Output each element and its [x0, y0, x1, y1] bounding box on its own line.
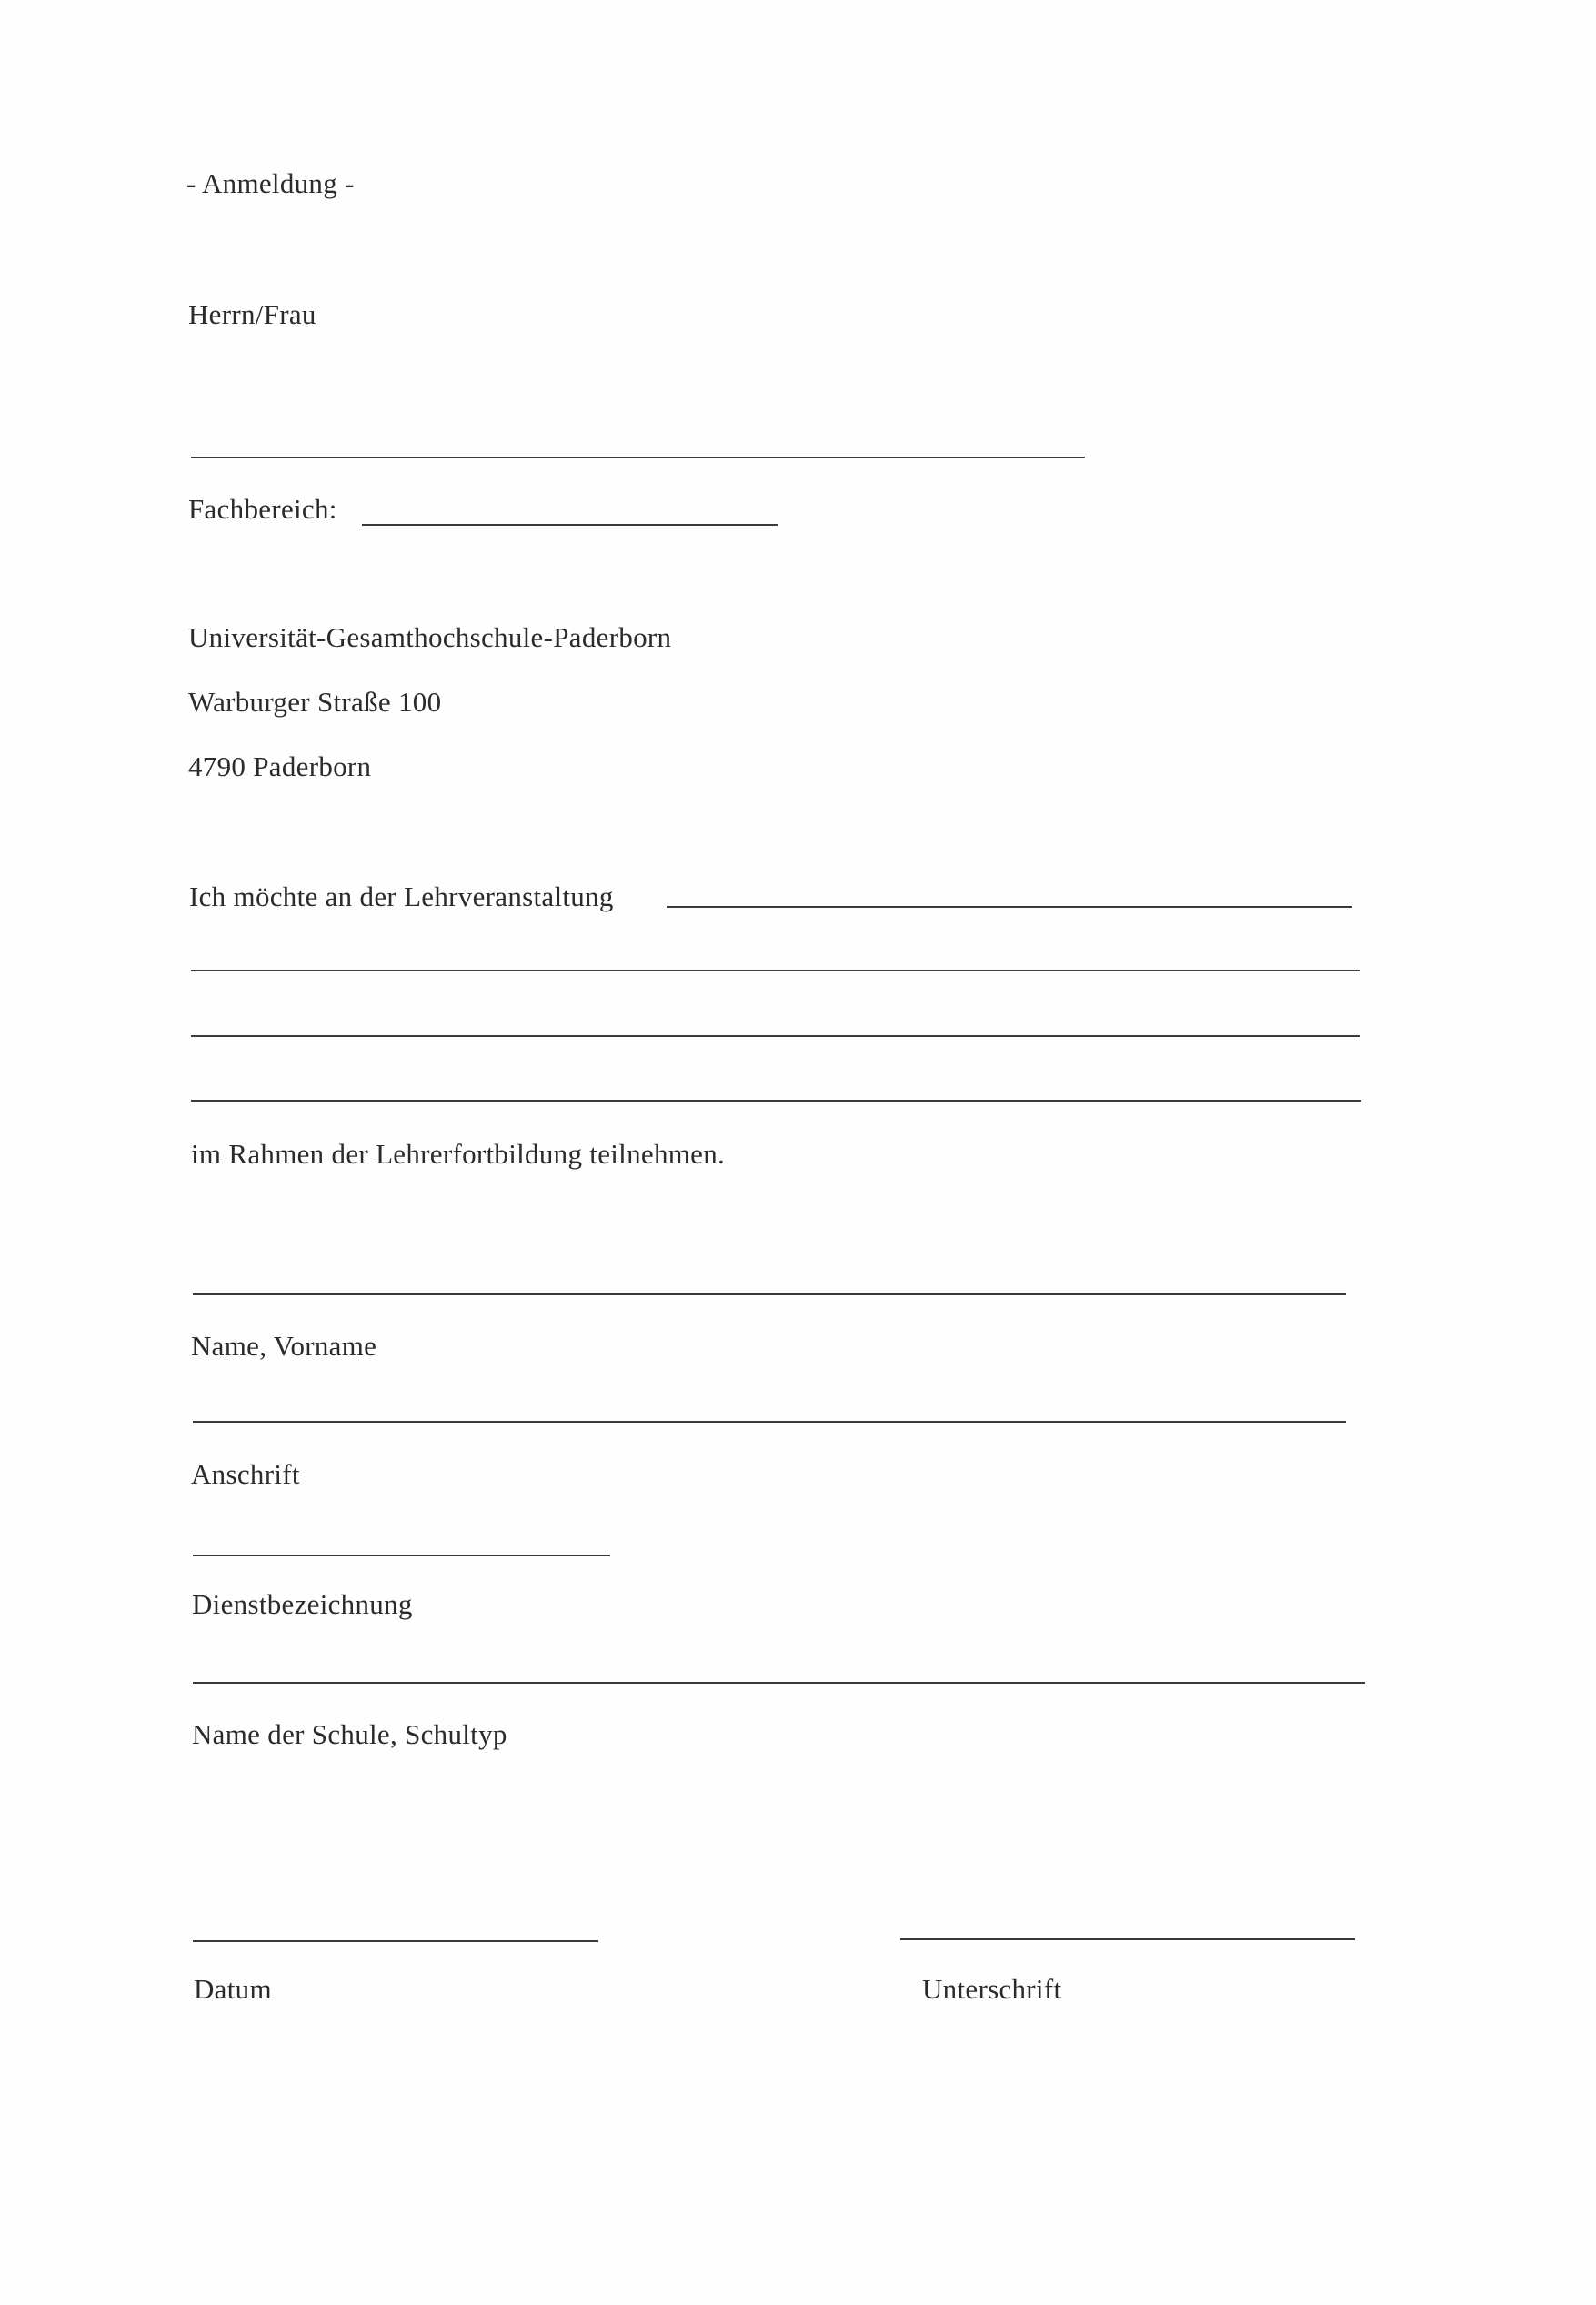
name-line[interactable] [193, 1293, 1346, 1295]
date-line[interactable] [193, 1940, 598, 1942]
address-line[interactable] [193, 1421, 1346, 1423]
course-line-2[interactable] [191, 970, 1360, 971]
course-line-4[interactable] [191, 1100, 1361, 1102]
recipient-name-line[interactable] [191, 457, 1085, 458]
course-outro-text: im Rahmen der Lehrerfortbildung teilnehmen. [191, 1138, 726, 1170]
address-line-street: Warburger Straße 100 [188, 686, 442, 718]
course-intro-text: Ich möchte an der Lehrveranstaltung [189, 881, 614, 912]
course-line-1[interactable] [667, 906, 1352, 908]
address-line-university: Universität-Gesamthochschule-Paderborn [188, 621, 672, 653]
address-line-city: 4790 Paderborn [188, 750, 372, 782]
school-line[interactable] [193, 1682, 1365, 1684]
address-label: Anschrift [191, 1458, 300, 1490]
job-title-label: Dienstbezeichnung [192, 1588, 413, 1620]
school-label: Name der Schule, Schultyp [192, 1718, 507, 1750]
job-title-line[interactable] [193, 1555, 610, 1556]
signature-line[interactable] [900, 1938, 1355, 1940]
department-line[interactable] [362, 524, 778, 526]
department-label: Fachbereich: [188, 493, 337, 525]
signature-label: Unterschrift [922, 1973, 1062, 2005]
salutation-label: Herrn/Frau [188, 298, 316, 330]
date-label: Datum [194, 1973, 272, 2005]
course-line-3[interactable] [191, 1035, 1360, 1037]
form-heading: - Anmeldung - [186, 167, 355, 199]
name-label: Name, Vorname [191, 1330, 377, 1362]
